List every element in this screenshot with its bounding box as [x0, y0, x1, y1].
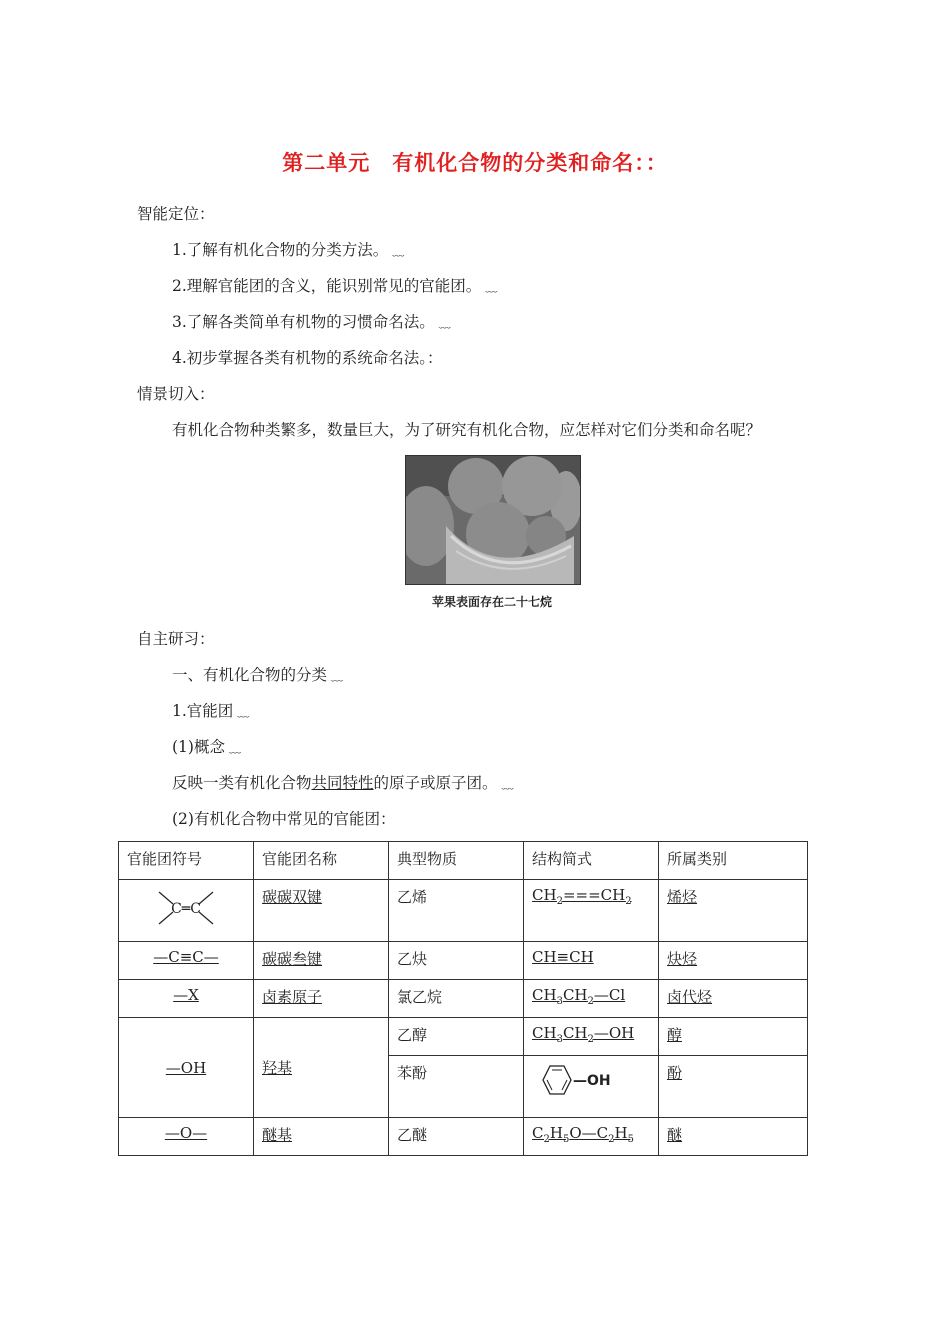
- category-cell: 卤代烃: [659, 980, 808, 1018]
- table-row: [119, 980, 808, 1018]
- category-cell: 烯烃: [659, 880, 808, 942]
- goals-heading: 智能定位：: [137, 205, 215, 223]
- category-cell: 酚: [659, 1056, 808, 1118]
- header-cell: 官能团名称: [254, 842, 389, 880]
- intro-heading: 情景切入：: [137, 385, 215, 403]
- formula-cell: CH≡CH: [524, 942, 659, 980]
- title-topic: 有机化合物的分类和命名：：: [392, 151, 668, 175]
- title-unit: 第二单元: [282, 151, 371, 175]
- concept-text: 反映一类有机化合物共同特性的原子或原子团。 ﹏: [172, 774, 514, 792]
- symbol-cell: —OH: [119, 1018, 254, 1118]
- formula-cell: $C_2H_5O—C_2H_5$: [524, 1118, 659, 1156]
- substance-cell: 苯酚: [389, 1056, 524, 1118]
- name-cell: 卤素原子: [254, 980, 389, 1018]
- symbol-cell: —O—: [119, 1118, 254, 1156]
- goal-item: 4.初步掌握各类有机物的系统命名法。：: [172, 349, 443, 367]
- substance-cell: 乙烯: [389, 880, 524, 942]
- header-cell: 官能团符号: [119, 842, 254, 880]
- goal-item: 3.了解各类简单有机物的习惯命名法。 ﹏: [172, 313, 451, 331]
- header-cell: 结构简式: [524, 842, 659, 880]
- name-cell: 碳碳双键: [254, 880, 389, 942]
- name-cell: 羟基: [254, 1018, 389, 1118]
- category-cell: 醇: [659, 1018, 808, 1056]
- substance-cell: 氯乙烷: [389, 980, 524, 1018]
- goal-item: 2.理解官能团的含义，能识别常见的官能团。 ﹏: [172, 277, 498, 295]
- category-cell: 醚: [659, 1118, 808, 1156]
- substance-cell: 乙醚: [389, 1118, 524, 1156]
- category-cell: 炔烃: [659, 942, 808, 980]
- table-row: [119, 880, 808, 942]
- concept-label: (1)概念 ﹏: [172, 738, 241, 756]
- functional-group-table: [118, 841, 808, 1156]
- table-row: [119, 1018, 808, 1056]
- symbol-cell: [119, 880, 254, 942]
- image-caption: 苹果表面存在二十七烷: [431, 595, 552, 609]
- benzene-ring-icon: [532, 1062, 632, 1098]
- intro-text: 有机化合物种类繁多，数量巨大，为了研究有机化合物，应怎样对它们分类和命名呢？: [172, 421, 762, 439]
- formula-cell: $CH_2===CH_2$: [524, 880, 659, 942]
- svg-text:C═C: C═C: [171, 901, 201, 917]
- symbol-cell: —C≡C—: [119, 942, 254, 980]
- symbol-cell: —X: [119, 980, 254, 1018]
- goal-item: 1.了解有机化合物的分类方法。 ﹏: [172, 241, 405, 259]
- subsection-heading: 1.官能团 ﹏: [172, 702, 250, 720]
- alkene-structure-icon: [151, 886, 221, 930]
- svg-text:—OH: —OH: [573, 1073, 611, 1089]
- table-row: [119, 1118, 808, 1156]
- formula-cell: $CH_3CH_2—OH$: [524, 1018, 659, 1056]
- header-cell: 典型物质: [389, 842, 524, 880]
- section-heading: 一、有机化合物的分类 ﹏: [172, 666, 344, 684]
- substance-cell: 乙炔: [389, 942, 524, 980]
- substance-cell: 乙醇: [389, 1018, 524, 1056]
- header-cell: 所属类别: [659, 842, 808, 880]
- name-cell: 醚基: [254, 1118, 389, 1156]
- formula-cell: [524, 1056, 659, 1118]
- table-row: [119, 942, 808, 980]
- apple-basket-image: [405, 455, 581, 585]
- name-cell: 碳碳叁键: [254, 942, 389, 980]
- formula-cell: $CH_3CH_2—Cl$: [524, 980, 659, 1018]
- page-title: [0, 147, 950, 177]
- study-heading: 自主研习：: [137, 630, 215, 648]
- common-label: (2)有机化合物中常见的官能团：: [172, 810, 396, 828]
